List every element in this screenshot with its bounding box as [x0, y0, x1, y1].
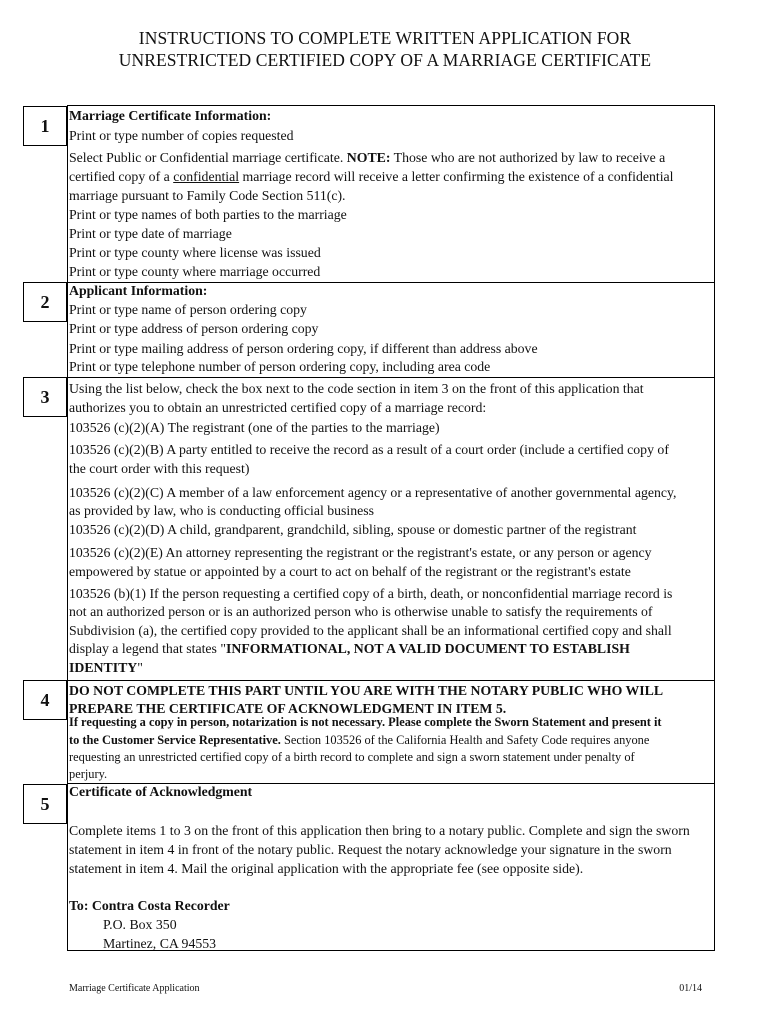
s3-code-f-2: not an authorized person or is an authorized person who is otherwise unable to satisfy the requirements of — [69, 604, 653, 619]
s1-heading: Marriage Certificate Information: — [69, 108, 272, 123]
s2-phone: Print or type telephone number of person ordering copy, including area code — [69, 359, 491, 374]
s3-code-f-5 — [69, 658, 143, 677]
footer-form-name: Marriage Certificate Application — [69, 983, 200, 994]
s3-code-f-3: Subdivision (a), the certified copy provided to the applicant shall be an informational certified copy and shall — [69, 623, 672, 638]
title-line-1: INSTRUCTIONS TO COMPLETE WRITTEN APPLICATION FOR — [138, 28, 632, 48]
s2-mailing: Print or type mailing address of person ordering copy, if different than address above — [69, 341, 538, 356]
s3-code-c-1: 103526 (c)(2)(C) A member of a law enforcement agency or a representative of another governmental agency, — [69, 485, 677, 500]
s1-date: Print or type date of marriage — [69, 226, 232, 241]
s3-code-b-2: the court order with this request) — [69, 461, 250, 476]
s3-code-d: 103526 (c)(2)(D) A child, grandparent, grandchild, sibling, spouse or domestic partner of the registrant — [69, 522, 637, 537]
s4-p2-a: to the Customer Service Representative. — [69, 733, 281, 747]
s4-warning-2: PREPARE THE CERTIFICATE OF ACKNOWLEDGMENT IN ITEM 5. — [69, 701, 507, 716]
s4-para-1: If requesting a copy in person, notarization is not necessary. Please complete the Sworn Statement and present it — [69, 715, 662, 729]
s3-f5-a: IDENTITY — [69, 660, 138, 675]
s2-name: Print or type name of person ordering copy — [69, 302, 307, 317]
s2-address: Print or type address of person ordering copy — [69, 321, 319, 336]
title-line-2: UNRESTRICTED CERTIFIED COPY OF A MARRIAGE CERTIFICATE — [118, 50, 652, 70]
footer-revision: 01/14 — [679, 983, 702, 994]
section-number-3: 3 — [23, 377, 67, 417]
s1-select-b: Those who are not authorized by law to receive a — [390, 150, 666, 165]
s1-family-code: marriage pursuant to Family Code Section 511(c). — [69, 188, 346, 203]
s1-names: Print or type names of both parties to the marriage — [69, 207, 347, 222]
s1-select-line — [69, 148, 665, 167]
s1-county-marriage: Print or type county where marriage occurred — [69, 264, 321, 279]
s5-to-recorder: To: Contra Costa Recorder — [69, 898, 230, 913]
s1-note-label: NOTE: — [346, 150, 391, 165]
s5-para-3: statement in item 4. Mail the original application with the appropriate fee (see opposite side). — [69, 861, 584, 876]
s4-p2-b: Section 103526 of the California Health and Safety Code requires anyone — [280, 733, 650, 747]
page-title — [0, 27, 770, 71]
s1-confidential: confidential — [173, 169, 240, 184]
s4-warning-1: DO NOT COMPLETE THIS PART UNTIL YOU ARE WITH THE NOTARY PUBLIC WHO WILL — [69, 683, 664, 698]
section-number-4: 4 — [23, 680, 67, 720]
s1-cert-b: marriage record will receive a letter confirming the existence of a confidential — [239, 169, 674, 184]
row-divider — [67, 377, 715, 378]
s5-address-2: Martinez, CA 94553 — [103, 936, 217, 951]
s3-intro-1: Using the list below, check the box next to the code section in item 3 on the front of this application that — [69, 381, 644, 396]
s3-f5-b: " — [137, 660, 143, 675]
s3-code-f-4 — [69, 639, 630, 658]
s3-f4-a: display a legend that states " — [69, 641, 226, 656]
s1-cert-a: certified copy of a — [69, 169, 174, 184]
s5-para-1: Complete items 1 to 3 on the front of this application then bring to a notary public. Complete and sign the sworn — [69, 823, 690, 838]
section-number-1: 1 — [23, 106, 67, 146]
s1-county-license: Print or type county where license was issued — [69, 245, 321, 260]
section-number-2: 2 — [23, 282, 67, 322]
s4-para-4: perjury. — [69, 767, 108, 781]
s3-f4-b: INFORMATIONAL, NOT A VALID DOCUMENT TO ESTABLISH — [225, 641, 630, 656]
s4-para-3: requesting an unrestricted certified copy of a birth record to complete and sign a sworn statement under penalty of — [69, 750, 635, 764]
s3-code-a: 103526 (c)(2)(A) The registrant (one of the parties to the marriage) — [69, 420, 440, 435]
s3-code-e-1: 103526 (c)(2)(E) An attorney representing the registrant or the registrant's estate, or any person or agency — [69, 545, 652, 560]
s3-code-b-1: 103526 (c)(2)(B) A party entitled to receive the record as a result of a court order (include a certified copy of — [69, 442, 669, 457]
s4-para-2 — [69, 732, 649, 749]
s1-select-a: Select Public or Confidential marriage certificate. — [69, 150, 347, 165]
s5-heading: Certificate of Acknowledgment — [69, 784, 253, 799]
s5-para-2: statement in item 4 in front of the notary public. Request the notary acknowledge your signature in the sworn — [69, 842, 672, 857]
s1-copies: Print or type number of copies requested — [69, 128, 294, 143]
s5-address-1: P.O. Box 350 — [103, 917, 177, 932]
s3-code-c-2: as provided by law, who is conducting official business — [69, 503, 375, 518]
section-number-5: 5 — [23, 784, 67, 824]
s3-code-f-1: 103526 (b)(1) If the person requesting a certified copy of a birth, death, or nonconfidential marriage record is — [69, 586, 673, 601]
s2-heading: Applicant Information: — [69, 283, 208, 298]
s3-intro-2: authorizes you to obtain an unrestricted certified copy of a marriage record: — [69, 400, 487, 415]
s3-code-e-2: empowered by statue or appointed by a court to act on behalf of the registrant or the registrant's estate — [69, 564, 631, 579]
s1-cert-line — [69, 167, 674, 186]
